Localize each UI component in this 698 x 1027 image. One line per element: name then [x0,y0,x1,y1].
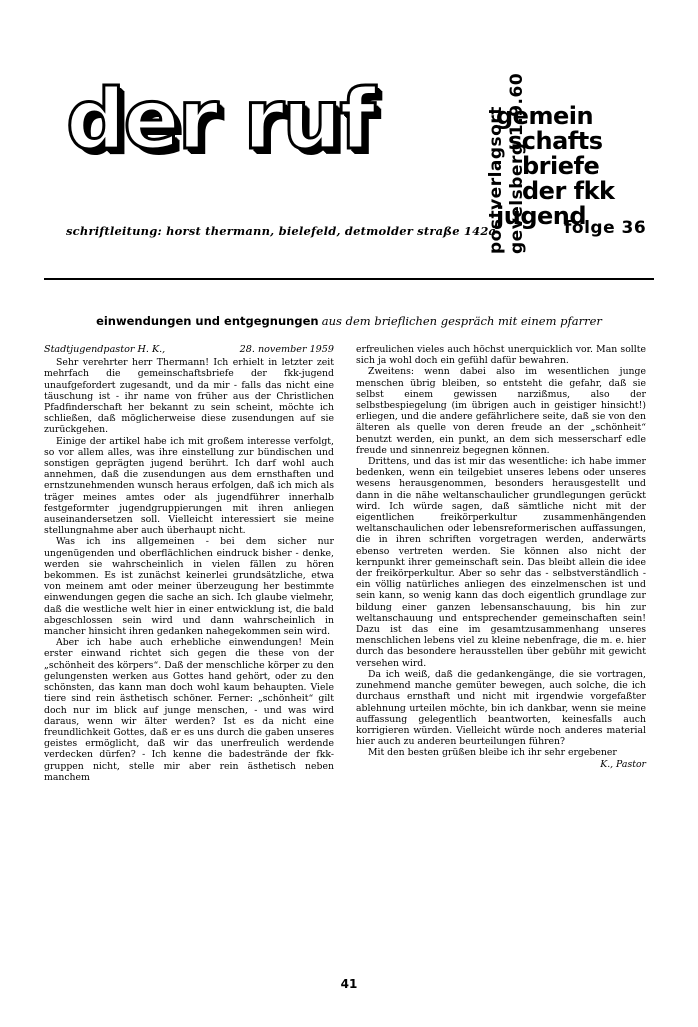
signature: K., Pastor [600,758,646,770]
byline-author: Stadtjugendpastor H. K., [44,344,166,355]
right-column [356,344,646,783]
issue-number: folge 36 [564,218,647,238]
masthead [44,56,654,256]
page-number: 41 [340,977,358,991]
paragraph: Mit den besten grüßen bleibe ich ihr sehr ergebener [368,747,617,759]
subtitle-line-2: schafts [508,127,603,155]
article-header [44,314,654,328]
subtitle-line-1: gemein [496,102,594,130]
paragraph: Zweitens: wenn dabei also im wesentlichen junge menschen übrig bleiben, so entsteht die gefahr, daß sie selbst einem gewissen narzißmus, also der selbstbespiegelung (im übrigen auch in geistiger hinsicht!) erliegen, und die andere gefährlichere seite, daß sie von den älteren als quelle von deren freude an der „schönheit“ benutzt werden, ein punkt, an dem sich messerscharf edle freude und sinnenreiz begegnen können. [356,366,646,456]
paragraph: Da ich weiß, daß die gedankengänge, die sie vortragen, zunehmend manche gemüter bewegen, auch solche, die ich durchaus ernsthaft und nicht mit irgendwie vorgefaßter ablehnung urteilen möchte, bin ich dankbar, wenn sie meine auffassung gelegentlich beantworten, keinesfalls auch korrigieren würden. Vielleicht würde noch anderes material hier auch zu anderen beurteilungen führen? [356,668,646,748]
magazine-logo: der ruf [66,71,374,168]
postverlagsort-value: gevelsberg 1.9.60 [507,72,527,254]
byline-date: 28. november 1959 [239,344,334,355]
paragraph: Aber ich habe auch erhebliche einwendungen! Mein erster einwand richtet sich gegen die these von der „schönheit des körpers“. Daß der menschliche körper zu den gelungensten werken aus Gottes hand gehört, oder zu den schönsten, das kann man doch wohl kaum behaupten. Viele tiere sind rein ästhetisch schöner. Ferner: „schönheit“ gilt doch nur im blick auf junge menschen, - und was wird daraus, wenn wir älter werden? Ist es da nicht eine freundlichkeit Gottes, daß er es uns durch die gaben unseres geistes ermöglicht, daß wir das unerfreulich werdende verdecken dürfen? - Ich kenne die badestrände der fkk-gruppen nicht, stelle mir aber rein ästhetisch neben manchem [44,637,334,783]
subtitle-line-4: der fkk [522,177,615,205]
header-divider [44,278,654,280]
page [0,56,698,1027]
paragraph: Drittens, und das ist mir das wesentliche: ich habe immer bedenken, wenn ein teilgebiet unseres lebens oder unseres wesens herausgenommen, besonders herausgestellt und dann in die nähe weltanschaulicher grundlegungen gerückt wird. Ich würde sagen, daß sämtliche nicht mit der eigentlichen freikörperkultur zusammenhängenden weltanschaulichen oder lebensreformerischen auffassungen, die in ihren schriften vorgetragen werden, anderwärts ebenso vertreten werden. Sie können also nicht der kernpunkt ihrer gemeinschaft sein. Das bleibt allein die idee der freikörperkultur. Aber so sehr das - selbstverständlich - ein völlig natürliches anliegen des einzelmenschen ist und sein kann, so wenig kann das doch eigentlich grundlage zur bildung einer ganzen lebensanschauung, bis hin zur weltanschauung und entsprechender gemeinschaften sein! Dazu ist das eine im gesamtzusammenhang unseres menschlichen lebens viel zu kleine nebenfrage, die m. e. hier durch das besondere herausstellen über gebühr mit gewicht versehen wird. [356,456,646,669]
subtitle-line-3: briefe [522,152,600,180]
subtitle-line-5: jugend [496,202,587,230]
article-subtitle: aus dem brieflichen gespräch mit einem pfarrer [321,314,602,328]
editorial-address: schriftleitung: horst thermann, bielefeld, detmolder straße 142a [66,224,497,238]
byline [44,344,334,355]
paragraph: Was ich ins allgemeinen - bei dem sicher nur ungenügenden und oberflächlichen eindruck bisher - denke, werden sie wahrscheinlich in vielen fällen zu hören bekommen. Es ist zunächst keinerlei grundsätzliche, etwa von meinem amt oder meiner überzeugung her bestimmte einwendungen gegen die sache an sich. Ich glaube vielmehr, daß die westliche welt hier in einer entwicklung ist, die bald abgeschlossen sein wird und dann wahrscheinlich in mancher hinsicht ihren gedanken nahegekommen sein wird. [44,536,334,638]
subtitle-block [496,104,696,229]
article-title: einwendungen und entgegnungen [96,314,319,328]
paragraph: erfreulichen vieles auch höchst unerquicklich vor. Man sollte sich ja wohl doch ein gefühl dafür bewahren. [356,344,646,367]
postverlagsort-label: postverlagsort [486,106,506,254]
paragraph: Einige der artikel habe ich mit großem interesse verfolgt, so vor allem alles, was ihre einstellung zur bündischen und sonstigen geprägten jugend berührt. Ich darf wohl auch annehmen, daß die zusendungen aus dem ernsthaften und ernstzunehmenden wunsch heraus erfolgen, daß ich mich als träger meines amtes oder als jugendführer innerhalb festgeformter jugendgruppierungen mit ihren anliegen auseinandersetzen soll. Vielleicht interessiert sie meine stellungnahme aber auch überhaupt nicht. [44,435,334,537]
left-column [44,344,334,783]
paragraph: Sehr verehrter herr Thermann! Ich erhielt in letzter zeit mehrfach die gemeinschaftsbriefe der fkk-jugend unaufgefordert zugesandt, und da mir - falls das nicht eine täuschung ist - ihr name von früher aus der Christlichen Pfadfinderschaft her bekannt zu sein scheint, möchte ich schließen, daß möglicherweise diese zusendungen auf sie zurückgehen. [44,357,334,436]
article-body [44,344,654,783]
